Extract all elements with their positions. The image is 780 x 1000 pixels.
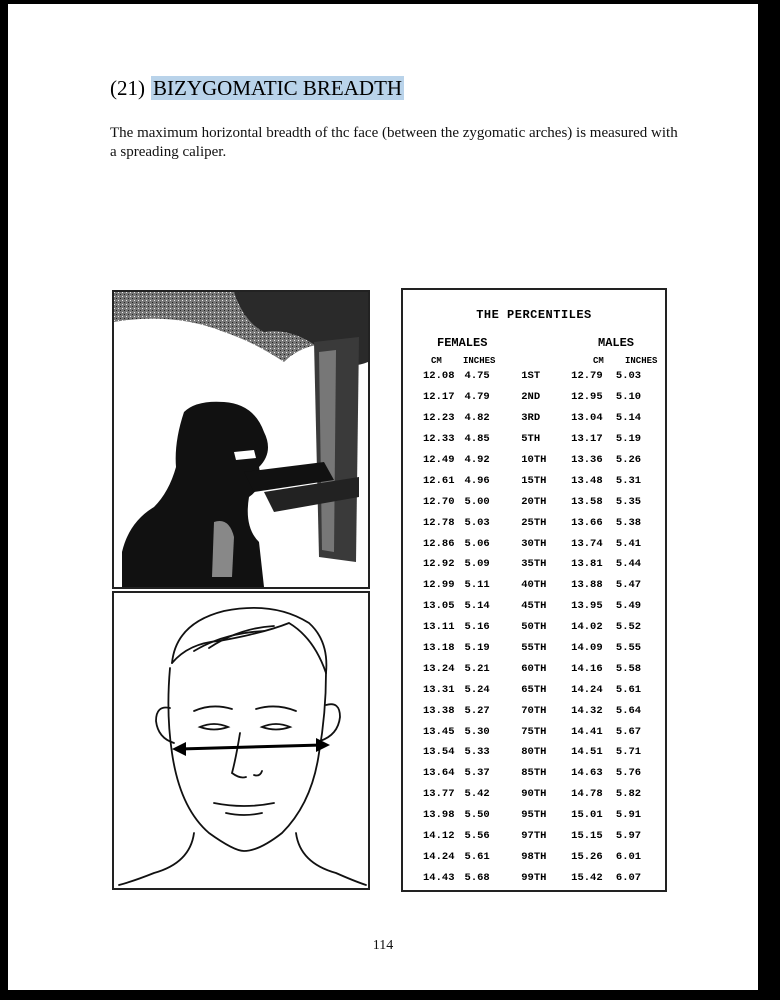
page-number: 114 <box>372 938 394 953</box>
male-cm-cell: 14.32 <box>571 704 603 717</box>
male-cm-cell: 12.79 <box>571 370 603 383</box>
page-title <box>110 76 404 101</box>
male-cm-cell: 15.15 <box>571 830 603 843</box>
female-inches-cell: 5.27 <box>464 704 490 717</box>
female-cm-cell: 12.23 <box>423 412 455 425</box>
female-cm-cell: 12.49 <box>423 454 455 466</box>
female-cm-cell: 12.61 <box>423 474 455 487</box>
male-inches-cell: 5.64 <box>615 704 642 717</box>
female-cm-cell: 13.05 <box>423 600 455 613</box>
male-inches-header: INCHES <box>625 356 658 366</box>
female-cm-cell: 14.24 <box>423 850 455 863</box>
female-cm-cell: 12.99 <box>423 579 455 592</box>
table-row <box>423 470 653 491</box>
male-inches-cell: 5.19 <box>615 433 642 446</box>
table-row <box>423 784 653 805</box>
female-cm-header: CM <box>431 356 442 366</box>
male-cm-cell: 15.01 <box>571 809 603 822</box>
female-inches-cell: 4.85 <box>464 433 490 446</box>
scan-edge <box>758 0 780 1000</box>
female-cm-cell: 12.17 <box>423 391 455 404</box>
male-cm-cell: 14.09 <box>571 642 603 655</box>
percentile-cell: 75TH <box>521 725 547 738</box>
percentile-cell: 10TH <box>521 454 547 466</box>
female-inches-cell: 4.75 <box>464 370 490 383</box>
female-cm-cell: 13.45 <box>423 725 455 738</box>
percentile-cell: 1ST <box>521 370 541 383</box>
male-cm-cell: 14.63 <box>571 767 603 780</box>
female-cm-cell: 13.18 <box>423 642 455 655</box>
male-cm-cell: 13.58 <box>571 495 603 508</box>
table-row <box>423 763 653 784</box>
male-inches-cell: 5.41 <box>615 537 642 550</box>
percentile-cell: 90TH <box>521 788 547 801</box>
table-row <box>423 700 653 721</box>
female-cm-cell: 13.31 <box>423 683 455 696</box>
male-inches-cell: 6.01 <box>615 850 642 863</box>
female-inches-cell: 5.68 <box>464 871 490 884</box>
percentile-cell: 55TH <box>521 642 547 655</box>
male-cm-cell: 13.81 <box>571 558 603 571</box>
percentile-cell: 5TH <box>521 433 541 446</box>
percentile-cell: 2ND <box>521 391 541 404</box>
percentile-cell: 35TH <box>521 558 547 571</box>
female-inches-cell: 5.16 <box>464 621 490 634</box>
measurement-description: The maximum horizontal breadth of thc face (between the zygomatic arches) is measured with a spreading caliper. <box>110 125 678 160</box>
table-row <box>423 742 653 763</box>
table-row <box>423 554 653 575</box>
table-row <box>423 826 653 847</box>
male-inches-cell: 5.58 <box>615 662 642 675</box>
face-drawing-icon <box>114 593 368 888</box>
male-cm-cell: 12.95 <box>571 391 603 404</box>
male-cm-cell: 14.51 <box>571 746 603 759</box>
female-inches-cell: 4.96 <box>464 474 490 487</box>
male-inches-cell: 5.61 <box>615 683 642 696</box>
female-cm-cell: 13.38 <box>423 704 455 717</box>
male-cm-cell: 15.26 <box>571 850 603 863</box>
female-cm-cell: 13.11 <box>423 621 455 634</box>
female-inches-header: INCHES <box>463 356 496 366</box>
percentile-cell: 50TH <box>521 621 547 634</box>
table-row <box>423 408 653 429</box>
male-cm-cell: 14.02 <box>571 621 603 634</box>
table-row <box>423 533 653 554</box>
table-row <box>423 366 653 387</box>
percentile-cell: 97TH <box>521 830 547 843</box>
female-inches-cell: 5.21 <box>464 662 490 675</box>
male-cm-cell: 13.36 <box>571 454 603 466</box>
table-row <box>423 450 653 471</box>
percentile-cell: 60TH <box>521 662 547 675</box>
male-cm-cell: 14.41 <box>571 725 603 738</box>
male-cm-cell: 13.17 <box>571 433 603 446</box>
male-inches-cell: 5.10 <box>615 391 642 404</box>
female-inches-cell: 5.30 <box>464 725 490 738</box>
male-inches-cell: 5.55 <box>615 642 642 655</box>
percentile-cell: 98TH <box>521 850 547 863</box>
female-cm-cell: 13.54 <box>423 746 455 759</box>
male-inches-cell: 5.47 <box>615 579 642 592</box>
female-inches-cell: 5.37 <box>464 767 490 780</box>
percentile-cell: 40TH <box>521 579 547 592</box>
male-inches-cell: 5.71 <box>615 746 642 759</box>
table-row <box>423 617 653 638</box>
male-inches-cell: 5.82 <box>615 788 642 801</box>
female-inches-cell: 5.42 <box>464 788 490 801</box>
male-inches-cell: 6.07 <box>615 871 642 884</box>
male-inches-cell: 5.97 <box>615 830 642 843</box>
female-inches-cell: 5.61 <box>464 850 490 863</box>
male-inches-cell: 5.76 <box>615 767 642 780</box>
male-cm-cell: 14.78 <box>571 788 603 801</box>
percentile-cell: 15TH <box>521 474 547 487</box>
table-row <box>423 387 653 408</box>
male-cm-cell: 15.42 <box>571 871 603 884</box>
female-inches-cell: 5.50 <box>464 809 490 822</box>
male-cm-header: CM <box>593 356 604 366</box>
male-inches-cell: 5.49 <box>615 600 642 613</box>
table-row <box>423 867 653 888</box>
male-cm-cell: 13.74 <box>571 537 603 550</box>
table-row <box>423 658 653 679</box>
table-row <box>423 575 653 596</box>
table-row <box>423 491 653 512</box>
title-number: (21) <box>110 76 145 100</box>
percentile-cell: 65TH <box>521 683 547 696</box>
male-cm-cell: 13.04 <box>571 412 603 425</box>
male-cm-cell: 13.48 <box>571 474 603 487</box>
female-cm-cell: 12.92 <box>423 558 455 571</box>
table-row <box>423 721 653 742</box>
female-inches-cell: 5.03 <box>464 516 490 529</box>
table-row <box>423 638 653 659</box>
male-inches-cell: 5.14 <box>615 412 642 425</box>
female-inches-cell: 5.19 <box>464 642 490 655</box>
percentile-cell: 99TH <box>521 871 547 884</box>
female-inches-cell: 4.82 <box>464 412 490 425</box>
female-cm-cell: 13.64 <box>423 767 455 780</box>
percentile-cell: 45TH <box>521 600 547 613</box>
male-inches-cell: 5.03 <box>615 370 642 383</box>
percentile-cell: 3RD <box>521 412 541 425</box>
percentile-cell: 85TH <box>521 767 547 780</box>
measurement-photo <box>112 290 370 589</box>
female-cm-cell: 12.33 <box>423 433 455 446</box>
male-inches-cell: 5.44 <box>615 558 642 571</box>
female-cm-cell: 14.12 <box>423 830 455 843</box>
percentile-rows <box>423 366 653 888</box>
percentile-cell: 80TH <box>521 746 547 759</box>
female-cm-cell: 12.08 <box>423 370 455 383</box>
document-page <box>8 4 758 990</box>
male-inches-cell: 5.91 <box>615 809 642 822</box>
male-inches-cell: 5.31 <box>615 474 642 487</box>
caliper-photo-icon <box>114 292 368 587</box>
female-cm-cell: 12.78 <box>423 516 455 529</box>
percentile-cell: 20TH <box>521 495 547 508</box>
male-inches-cell: 5.35 <box>615 495 642 508</box>
percentile-cell: 30TH <box>521 537 547 550</box>
female-inches-cell: 5.14 <box>464 600 490 613</box>
female-inches-cell: 5.56 <box>464 830 490 843</box>
male-inches-cell: 5.52 <box>615 621 642 634</box>
table-title: THE PERCENTILES <box>476 308 592 322</box>
face-drawing <box>112 591 370 890</box>
male-cm-cell: 14.16 <box>571 662 603 675</box>
table-row <box>423 596 653 617</box>
female-cm-cell: 13.98 <box>423 809 455 822</box>
female-inches-cell: 5.33 <box>464 746 490 759</box>
percentile-cell: 25TH <box>521 516 547 529</box>
title-name-highlighted[interactable]: BIZYGOMATIC BREADTH <box>153 76 403 100</box>
female-inches-cell: 5.09 <box>464 558 490 571</box>
female-inches-cell: 5.00 <box>464 495 490 508</box>
female-inches-cell: 5.11 <box>464 579 490 592</box>
male-cm-cell: 13.95 <box>571 600 603 613</box>
percentile-cell: 70TH <box>521 704 547 717</box>
male-cm-cell: 13.88 <box>571 579 603 592</box>
female-inches-cell: 5.24 <box>464 683 490 696</box>
males-header: MALES <box>598 336 635 350</box>
male-inches-cell: 5.38 <box>615 516 642 529</box>
percentiles-table <box>401 288 667 892</box>
female-inches-cell: 4.92 <box>464 454 490 466</box>
female-inches-cell: 5.06 <box>464 537 490 550</box>
female-cm-cell: 14.43 <box>423 871 455 884</box>
table-row <box>423 846 653 867</box>
male-inches-cell: 5.67 <box>615 725 642 738</box>
percentile-cell: 95TH <box>521 809 547 822</box>
female-cm-cell: 13.24 <box>423 662 455 675</box>
male-cm-cell: 14.24 <box>571 683 603 696</box>
male-inches-cell: 5.26 <box>615 454 642 466</box>
female-inches-cell: 4.79 <box>464 391 490 404</box>
female-cm-cell: 12.86 <box>423 537 455 550</box>
male-cm-cell: 13.66 <box>571 516 603 529</box>
females-header: FEMALES <box>437 336 488 350</box>
table-row <box>423 805 653 826</box>
table-row <box>423 429 653 450</box>
table-row <box>423 512 653 533</box>
table-row <box>423 679 653 700</box>
female-cm-cell: 13.77 <box>423 788 455 801</box>
female-cm-cell: 12.70 <box>423 495 455 508</box>
